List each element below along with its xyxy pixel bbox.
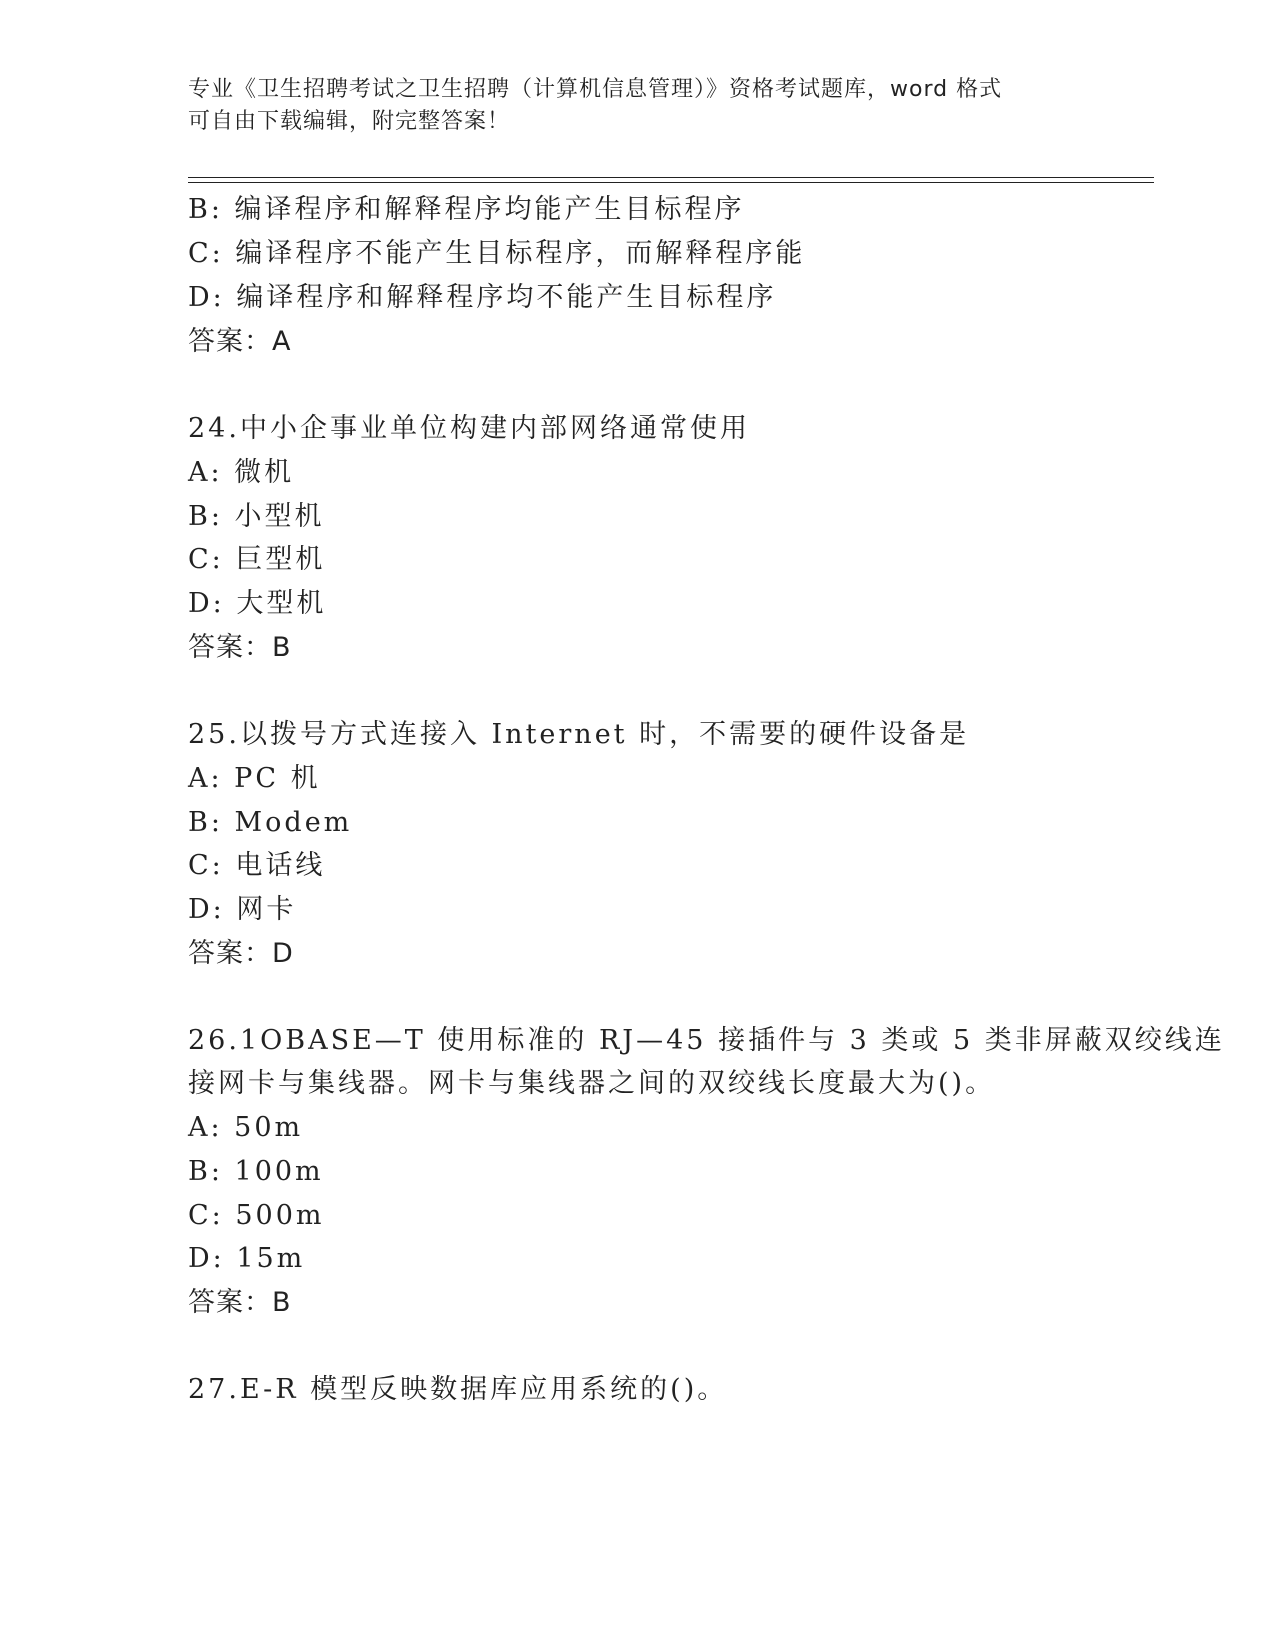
q26-option-a: A: 50m: [188, 1112, 304, 1143]
header-rule-bottom: [188, 182, 1154, 183]
q25-option-a: A: PC 机: [188, 763, 321, 794]
q23-answer: 答案：A: [188, 326, 292, 357]
q26-option-c: C: 500m: [188, 1200, 325, 1231]
header-rule-top: [188, 177, 1154, 178]
header-line-2: 可自由下载编辑，附完整答案！: [188, 109, 511, 134]
q24-stem: 24.中小企事业单位构建内部网络通常使用: [188, 413, 750, 444]
q25-option-c: C: 电话线: [188, 850, 326, 881]
q23-option-c: C: 编译程序不能产生目标程序，而解释程序能: [188, 238, 806, 269]
q24-option-d: D: 大型机: [188, 588, 327, 619]
q24-option-a: A: 微机: [188, 457, 295, 488]
q25-answer: 答案：D: [188, 938, 294, 969]
q26-stem-line-2: 接网卡与集线器。网卡与集线器之间的双绞线长度最大为()。: [188, 1068, 996, 1099]
header-line-1: 专业《卫生招聘考试之卫生招聘（计算机信息管理）》资格考试题库，word 格式: [188, 77, 1003, 102]
q24-answer: 答案：B: [188, 632, 292, 663]
q25-option-b: B: Modem: [188, 807, 353, 838]
q26-answer: 答案：B: [188, 1287, 292, 1318]
q25-stem: 25.以拨号方式连接入 Internet 时，不需要的硬件设备是: [188, 719, 970, 750]
q26-stem-line-1: 26.1OBASE—T 使用标准的 RJ—45 接插件与 3 类或 5 类非屏蔽双绞线连: [188, 1025, 1225, 1056]
q26-option-b: B: 100m: [188, 1156, 324, 1187]
q27-stem: 27.E-R 模型反映数据库应用系统的()。: [188, 1374, 728, 1405]
q23-option-d: D: 编译程序和解释程序均不能产生目标程序: [188, 282, 777, 313]
q25-option-d: D: 网卡: [188, 894, 297, 925]
q24-option-c: C: 巨型机: [188, 544, 326, 575]
q24-option-b: B: 小型机: [188, 501, 325, 532]
q23-option-b: B: 编译程序和解释程序均能产生目标程序: [188, 194, 745, 225]
document-header: [188, 74, 1088, 138]
q26-option-d: D: 15m: [188, 1243, 306, 1274]
